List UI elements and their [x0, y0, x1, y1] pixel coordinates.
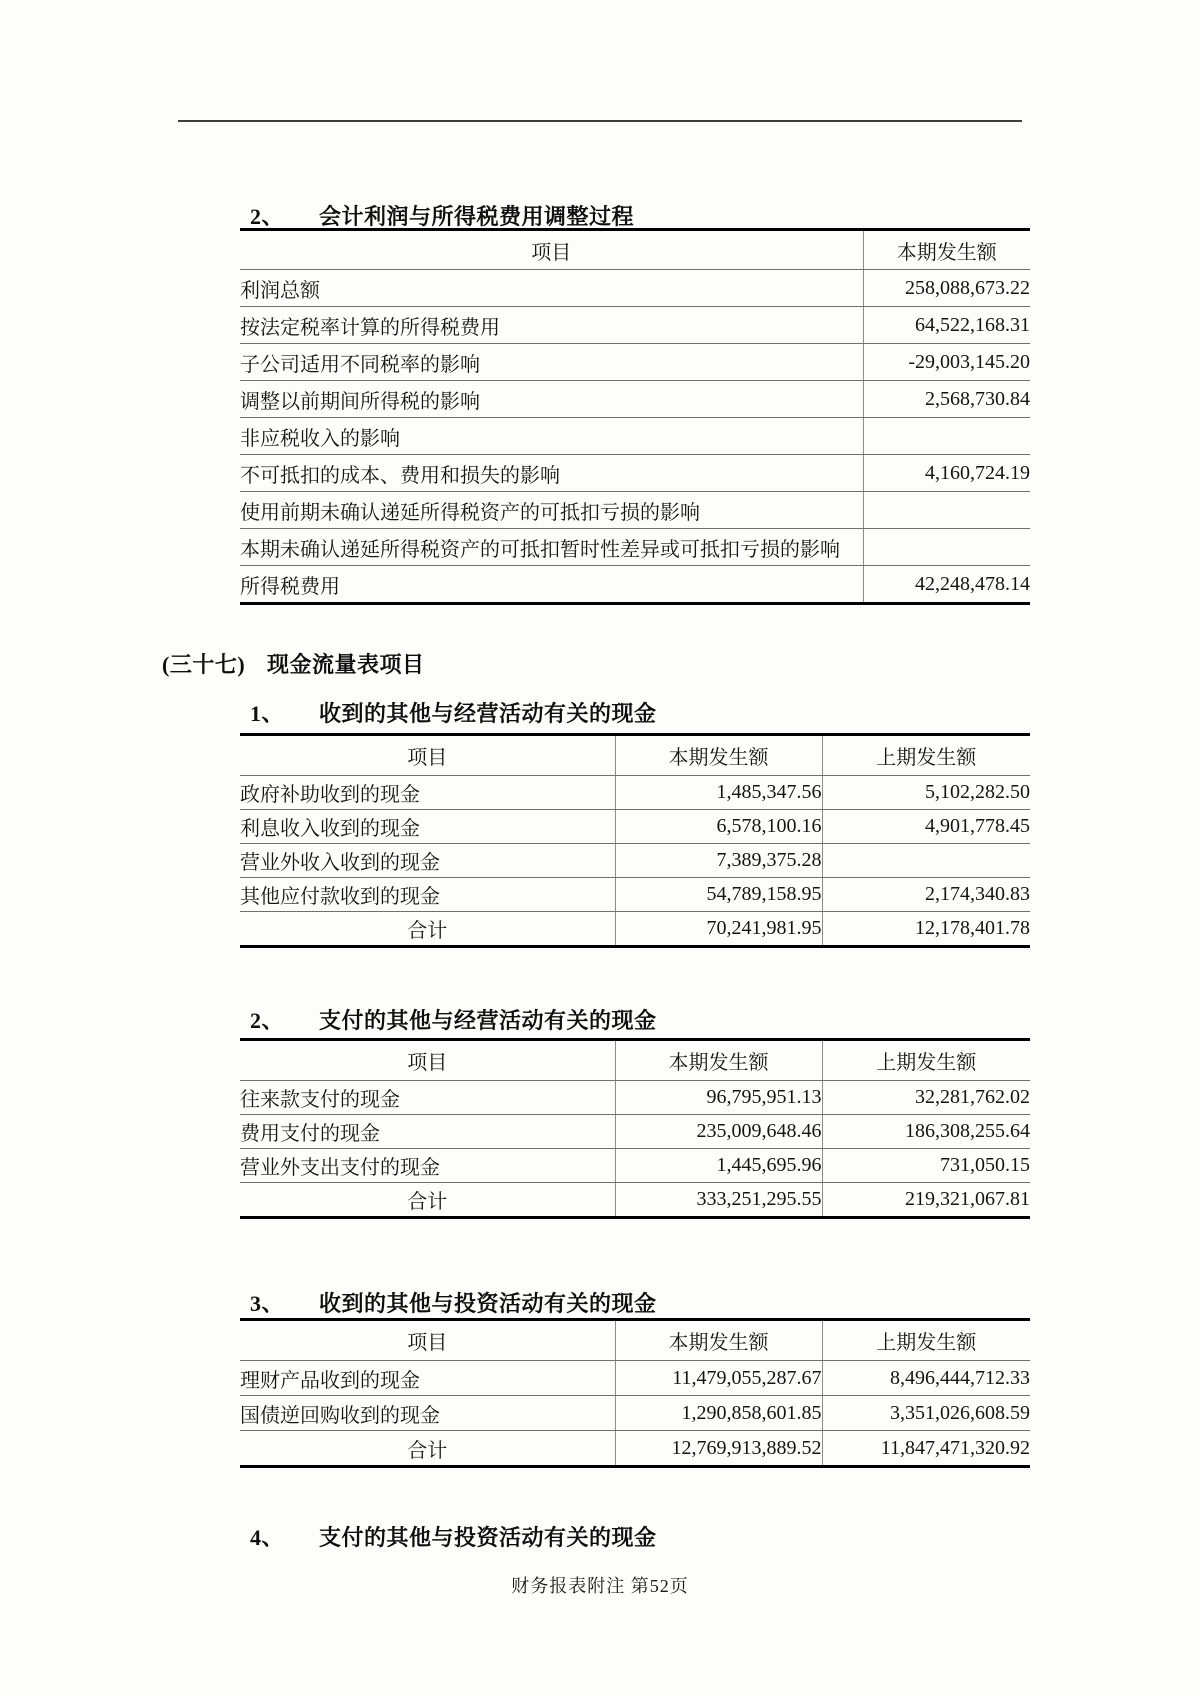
other-investing-receipts-table [240, 1318, 1030, 1468]
column-header-current-period: 本期发生额 [615, 735, 822, 776]
prior-period-total-cell: 219,321,067.81 [822, 1183, 1030, 1218]
table-header-row [240, 735, 1030, 776]
column-header-item: 项目 [240, 1040, 615, 1081]
column-header-current-period: 本期发生额 [863, 230, 1030, 270]
current-period-total-cell: 12,769,913,889.52 [615, 1431, 822, 1467]
heading-title: 支付的其他与经营活动有关的现金 [319, 1008, 657, 1033]
item-label-cell: 利息收入收到的现金 [240, 810, 615, 844]
other-operating-payments-table [240, 1038, 1030, 1219]
current-period-value-cell: 42,248,478.14 [863, 566, 1030, 604]
prior-period-value-cell: 4,901,778.45 [822, 810, 1030, 844]
table-row [240, 776, 1030, 810]
table-row [240, 1396, 1030, 1431]
column-header-current-period: 本期发生额 [615, 1320, 822, 1361]
table-row [240, 418, 1030, 455]
table-row [240, 1115, 1030, 1149]
current-period-value-cell: 1,445,695.96 [615, 1149, 822, 1183]
subsection-heading-other-investing-receipts [250, 1287, 657, 1318]
current-period-value-cell [863, 418, 1030, 455]
subsection-heading-other-operating-payments [250, 1004, 657, 1035]
item-label-cell: 国债逆回购收到的现金 [240, 1396, 615, 1431]
prior-period-value-cell: 731,050.15 [822, 1149, 1030, 1183]
item-label-cell: 利润总额 [240, 270, 863, 307]
table-total-row [240, 1431, 1030, 1467]
current-period-total-cell: 333,251,295.55 [615, 1183, 822, 1218]
table-header-row [240, 1040, 1030, 1081]
current-period-value-cell: 64,522,168.31 [863, 307, 1030, 344]
current-period-value-cell [863, 492, 1030, 529]
page-footer: 财务报表附注 第52页 [511, 1576, 689, 1596]
current-period-value-cell: 2,568,730.84 [863, 381, 1030, 418]
current-period-value-cell: -29,003,145.20 [863, 344, 1030, 381]
item-label-cell: 子公司适用不同税率的影响 [240, 344, 863, 381]
table-row [240, 270, 1030, 307]
table-row [240, 1361, 1030, 1396]
current-period-value-cell: 54,789,158.95 [615, 878, 822, 912]
current-period-total-cell: 70,241,981.95 [615, 912, 822, 947]
item-label-cell: 费用支付的现金 [240, 1115, 615, 1149]
heading-number: (三十七) [162, 652, 246, 677]
heading-number: 3、 [250, 1291, 285, 1316]
heading-title: 收到的其他与经营活动有关的现金 [319, 701, 657, 726]
table-row [240, 381, 1030, 418]
item-label-cell: 不可抵扣的成本、费用和损失的影响 [240, 455, 863, 492]
other-operating-receipts-table [240, 733, 1030, 948]
prior-period-value-cell: 186,308,255.64 [822, 1115, 1030, 1149]
item-label-cell: 按法定税率计算的所得税费用 [240, 307, 863, 344]
current-period-value-cell: 11,479,055,287.67 [615, 1361, 822, 1396]
item-label-cell: 所得税费用 [240, 566, 863, 604]
section-heading-income-tax [250, 200, 634, 231]
current-period-value-cell: 258,088,673.22 [863, 270, 1030, 307]
current-period-value-cell: 96,795,951.13 [615, 1081, 822, 1115]
income-tax-adjustment-table [240, 228, 1030, 605]
column-header-prior-period: 上期发生额 [822, 735, 1030, 776]
prior-period-total-cell: 12,178,401.78 [822, 912, 1030, 947]
section-heading-cash-flow [162, 648, 425, 679]
item-label-cell: 使用前期未确认递延所得税资产的可抵扣亏损的影响 [240, 492, 863, 529]
current-period-value-cell: 6,578,100.16 [615, 810, 822, 844]
table-total-row [240, 1183, 1030, 1218]
current-period-value-cell: 1,290,858,601.85 [615, 1396, 822, 1431]
heading-number: 1、 [250, 701, 285, 726]
item-label-cell: 往来款支付的现金 [240, 1081, 615, 1115]
total-label-cell: 合计 [240, 912, 615, 947]
item-label-cell: 其他应付款收到的现金 [240, 878, 615, 912]
current-period-value-cell: 4,160,724.19 [863, 455, 1030, 492]
heading-number: 2、 [250, 1008, 285, 1033]
item-label-cell: 营业外支出支付的现金 [240, 1149, 615, 1183]
prior-period-value-cell: 32,281,762.02 [822, 1081, 1030, 1115]
heading-title: 收到的其他与投资活动有关的现金 [319, 1291, 657, 1316]
subsection-heading-other-investing-payments [250, 1521, 657, 1552]
table-row [240, 492, 1030, 529]
column-header-item: 项目 [240, 735, 615, 776]
item-label-cell: 营业外收入收到的现金 [240, 844, 615, 878]
table-header-row [240, 1320, 1030, 1361]
table-row [240, 455, 1030, 492]
page-header-rule [178, 120, 1022, 122]
heading-title: 支付的其他与投资活动有关的现金 [319, 1525, 657, 1550]
table-row [240, 810, 1030, 844]
item-label-cell: 政府补助收到的现金 [240, 776, 615, 810]
table-row [240, 566, 1030, 604]
prior-period-value-cell: 2,174,340.83 [822, 878, 1030, 912]
prior-period-total-cell: 11,847,471,320.92 [822, 1431, 1030, 1467]
heading-title: 会计利润与所得税费用调整过程 [319, 204, 635, 229]
table-row [240, 307, 1030, 344]
item-label-cell: 非应税收入的影响 [240, 418, 863, 455]
table-row [240, 844, 1030, 878]
total-label-cell: 合计 [240, 1431, 615, 1467]
table-header-row [240, 230, 1030, 270]
table-row [240, 529, 1030, 566]
item-label-cell: 调整以前期间所得税的影响 [240, 381, 863, 418]
current-period-value-cell: 235,009,648.46 [615, 1115, 822, 1149]
table-row [240, 1149, 1030, 1183]
table-row [240, 1081, 1030, 1115]
current-period-value-cell: 7,389,375.28 [615, 844, 822, 878]
table-row [240, 878, 1030, 912]
column-header-prior-period: 上期发生额 [822, 1320, 1030, 1361]
prior-period-value-cell [822, 844, 1030, 878]
prior-period-value-cell: 8,496,444,712.33 [822, 1361, 1030, 1396]
item-label-cell: 理财产品收到的现金 [240, 1361, 615, 1396]
column-header-current-period: 本期发生额 [615, 1040, 822, 1081]
subsection-heading-other-operating-receipts [250, 697, 657, 728]
heading-number: 2、 [250, 204, 285, 229]
column-header-item: 项目 [240, 230, 863, 270]
prior-period-value-cell: 3,351,026,608.59 [822, 1396, 1030, 1431]
current-period-value-cell: 1,485,347.56 [615, 776, 822, 810]
total-label-cell: 合计 [240, 1183, 615, 1218]
prior-period-value-cell: 5,102,282.50 [822, 776, 1030, 810]
item-label-cell: 本期未确认递延所得税资产的可抵扣暂时性差异或可抵扣亏损的影响 [240, 529, 863, 566]
table-row [240, 344, 1030, 381]
current-period-value-cell [863, 529, 1030, 566]
column-header-item: 项目 [240, 1320, 615, 1361]
heading-title: 现金流量表项目 [267, 652, 425, 677]
table-total-row [240, 912, 1030, 947]
heading-number: 4、 [250, 1525, 285, 1550]
column-header-prior-period: 上期发生额 [822, 1040, 1030, 1081]
